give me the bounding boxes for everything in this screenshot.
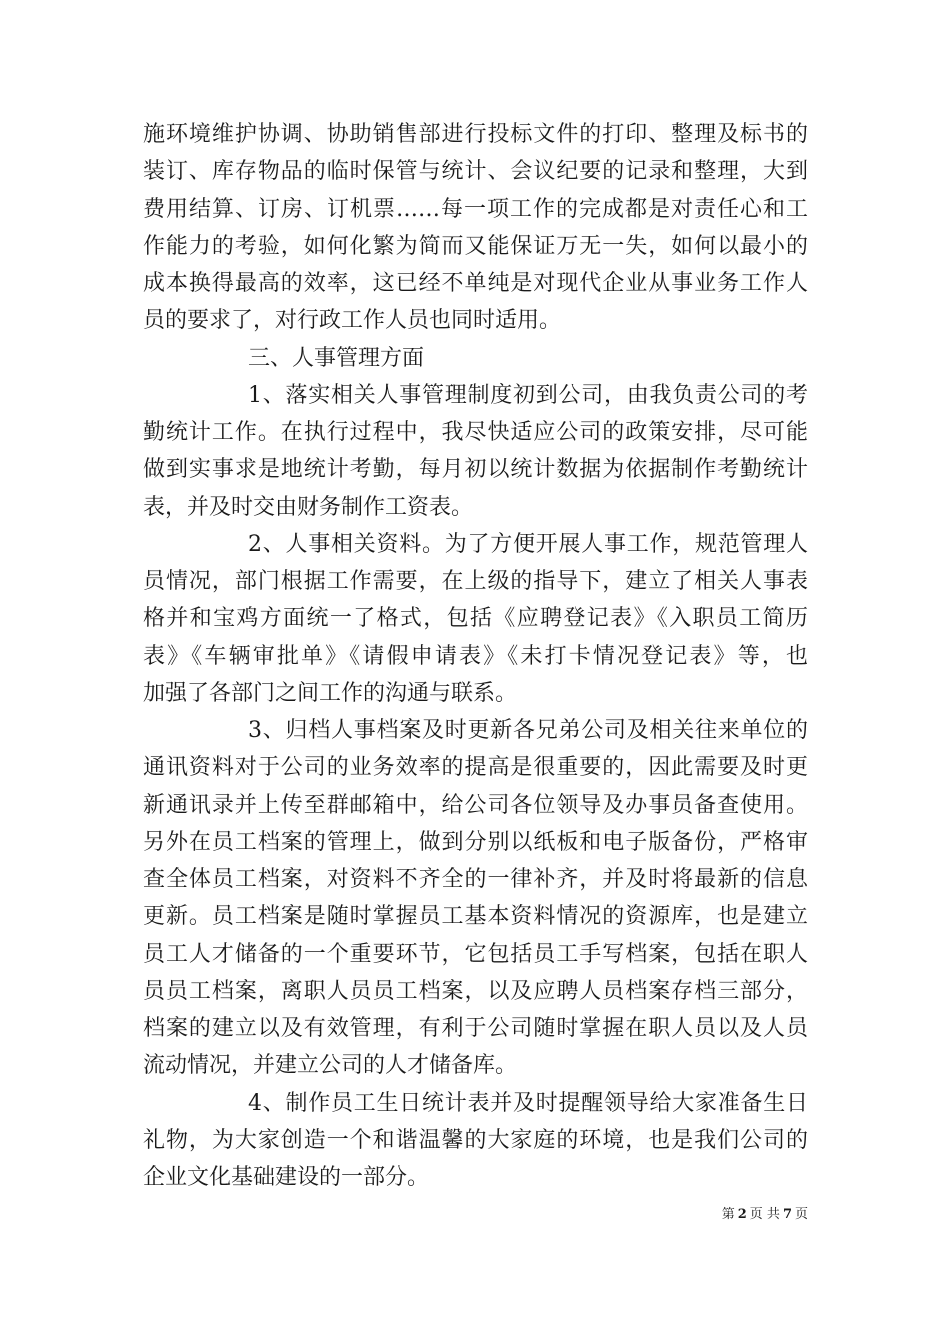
body-line: 作能力的考验，如何化繁为简而又能保证万无一失，如何以最小的: [143, 233, 808, 259]
body-line: 成本换得最高的效率，这已经不单纯是对现代企业从事业务工作人: [143, 271, 808, 296]
section-heading: 三、人事管理方面: [248, 345, 425, 371]
footer-suffix: 页: [794, 1207, 808, 1222]
body-line: 员员工档案，离职人员员工档案，以及应聘人员档案存档三部分，: [143, 978, 808, 1004]
body-line: 装订、库存物品的临时保管与统计、会议纪要的记录和整理，大到: [143, 159, 808, 185]
body-line: 做到实事求是地统计考勤，每月初以统计数据为依据制作考勤统计: [143, 457, 808, 483]
page-number-footer: [722, 1203, 808, 1222]
body-line: 员工人才储备的一个重要环节，它包括员工手写档案，包括在职人: [143, 941, 808, 967]
body-line: 员的要求了，对行政工作人员也同时适用。: [143, 308, 562, 334]
body-line: 另外在员工档案的管理上，做到分别以纸板和电子版备份，严格审: [143, 829, 808, 855]
body-line: 更新。员工档案是随时掌握员工基本资料情况的资源库，也是建立: [143, 904, 808, 930]
current-page-number: 2: [737, 1207, 747, 1222]
document-body: [143, 116, 808, 1196]
body-line: 3、归档人事档案及时更新各兄弟公司及相关往来单位的: [248, 718, 808, 743]
body-line: 通讯资料对于公司的业务效率的提高是很重要的，因此需要及时更: [143, 755, 808, 781]
body-line: 4、制作员工生日统计表并及时提醒领导给大家准备生日: [248, 1090, 808, 1116]
total-pages-number: 7: [782, 1207, 792, 1222]
body-line: 员情况，部门根据工作需要，在上级的指导下，建立了相关人事表: [143, 569, 808, 594]
body-line: 格并和宝鸡方面统一了格式，包括《应聘登记表》《入职员工简历: [143, 606, 808, 632]
body-line: 加强了各部门之间工作的沟通与联系。: [143, 680, 518, 706]
body-line: 勤统计工作。在执行过程中，我尽快适应公司的政策安排，尽可能: [143, 420, 808, 445]
footer-middle: 页 共: [749, 1207, 780, 1222]
body-line: 新通讯录并上传至群邮箱中，给公司各位领导及办事员备查使用。: [143, 792, 808, 818]
body-line: 查全体员工档案，对资料不齐全的一律补齐，并及时将最新的信息: [143, 867, 808, 892]
body-line: 1、落实相关人事管理制度初到公司，由我负责公司的考: [248, 382, 808, 408]
body-line: 礼物，为大家创造一个和谐温馨的大家庭的环境，也是我们公司的: [143, 1127, 808, 1153]
body-line: 档案的建立以及有效管理，有利于公司随时掌握在职人员以及人员: [143, 1016, 808, 1041]
body-line: 企业文化基础建设的一部分。: [143, 1165, 430, 1190]
body-line: 表，并及时交由财务制作工资表。: [143, 494, 474, 520]
body-line: 表》《车辆审批单》《请假申请表》《未打卡情况登记表》等，也: [143, 643, 808, 669]
body-line: 流动情况，并建立公司的人才储备库。: [143, 1053, 518, 1079]
body-line: 施环境维护协调、协助销售部进行投标文件的打印、整理及标书的: [143, 122, 808, 147]
footer-prefix: 第: [721, 1207, 735, 1222]
body-line: 2、人事相关资料。为了方便开展人事工作，规范管理人: [248, 531, 808, 557]
body-line: 费用结算、订房、订机票……每一项工作的完成都是对责任心和工: [143, 196, 808, 222]
